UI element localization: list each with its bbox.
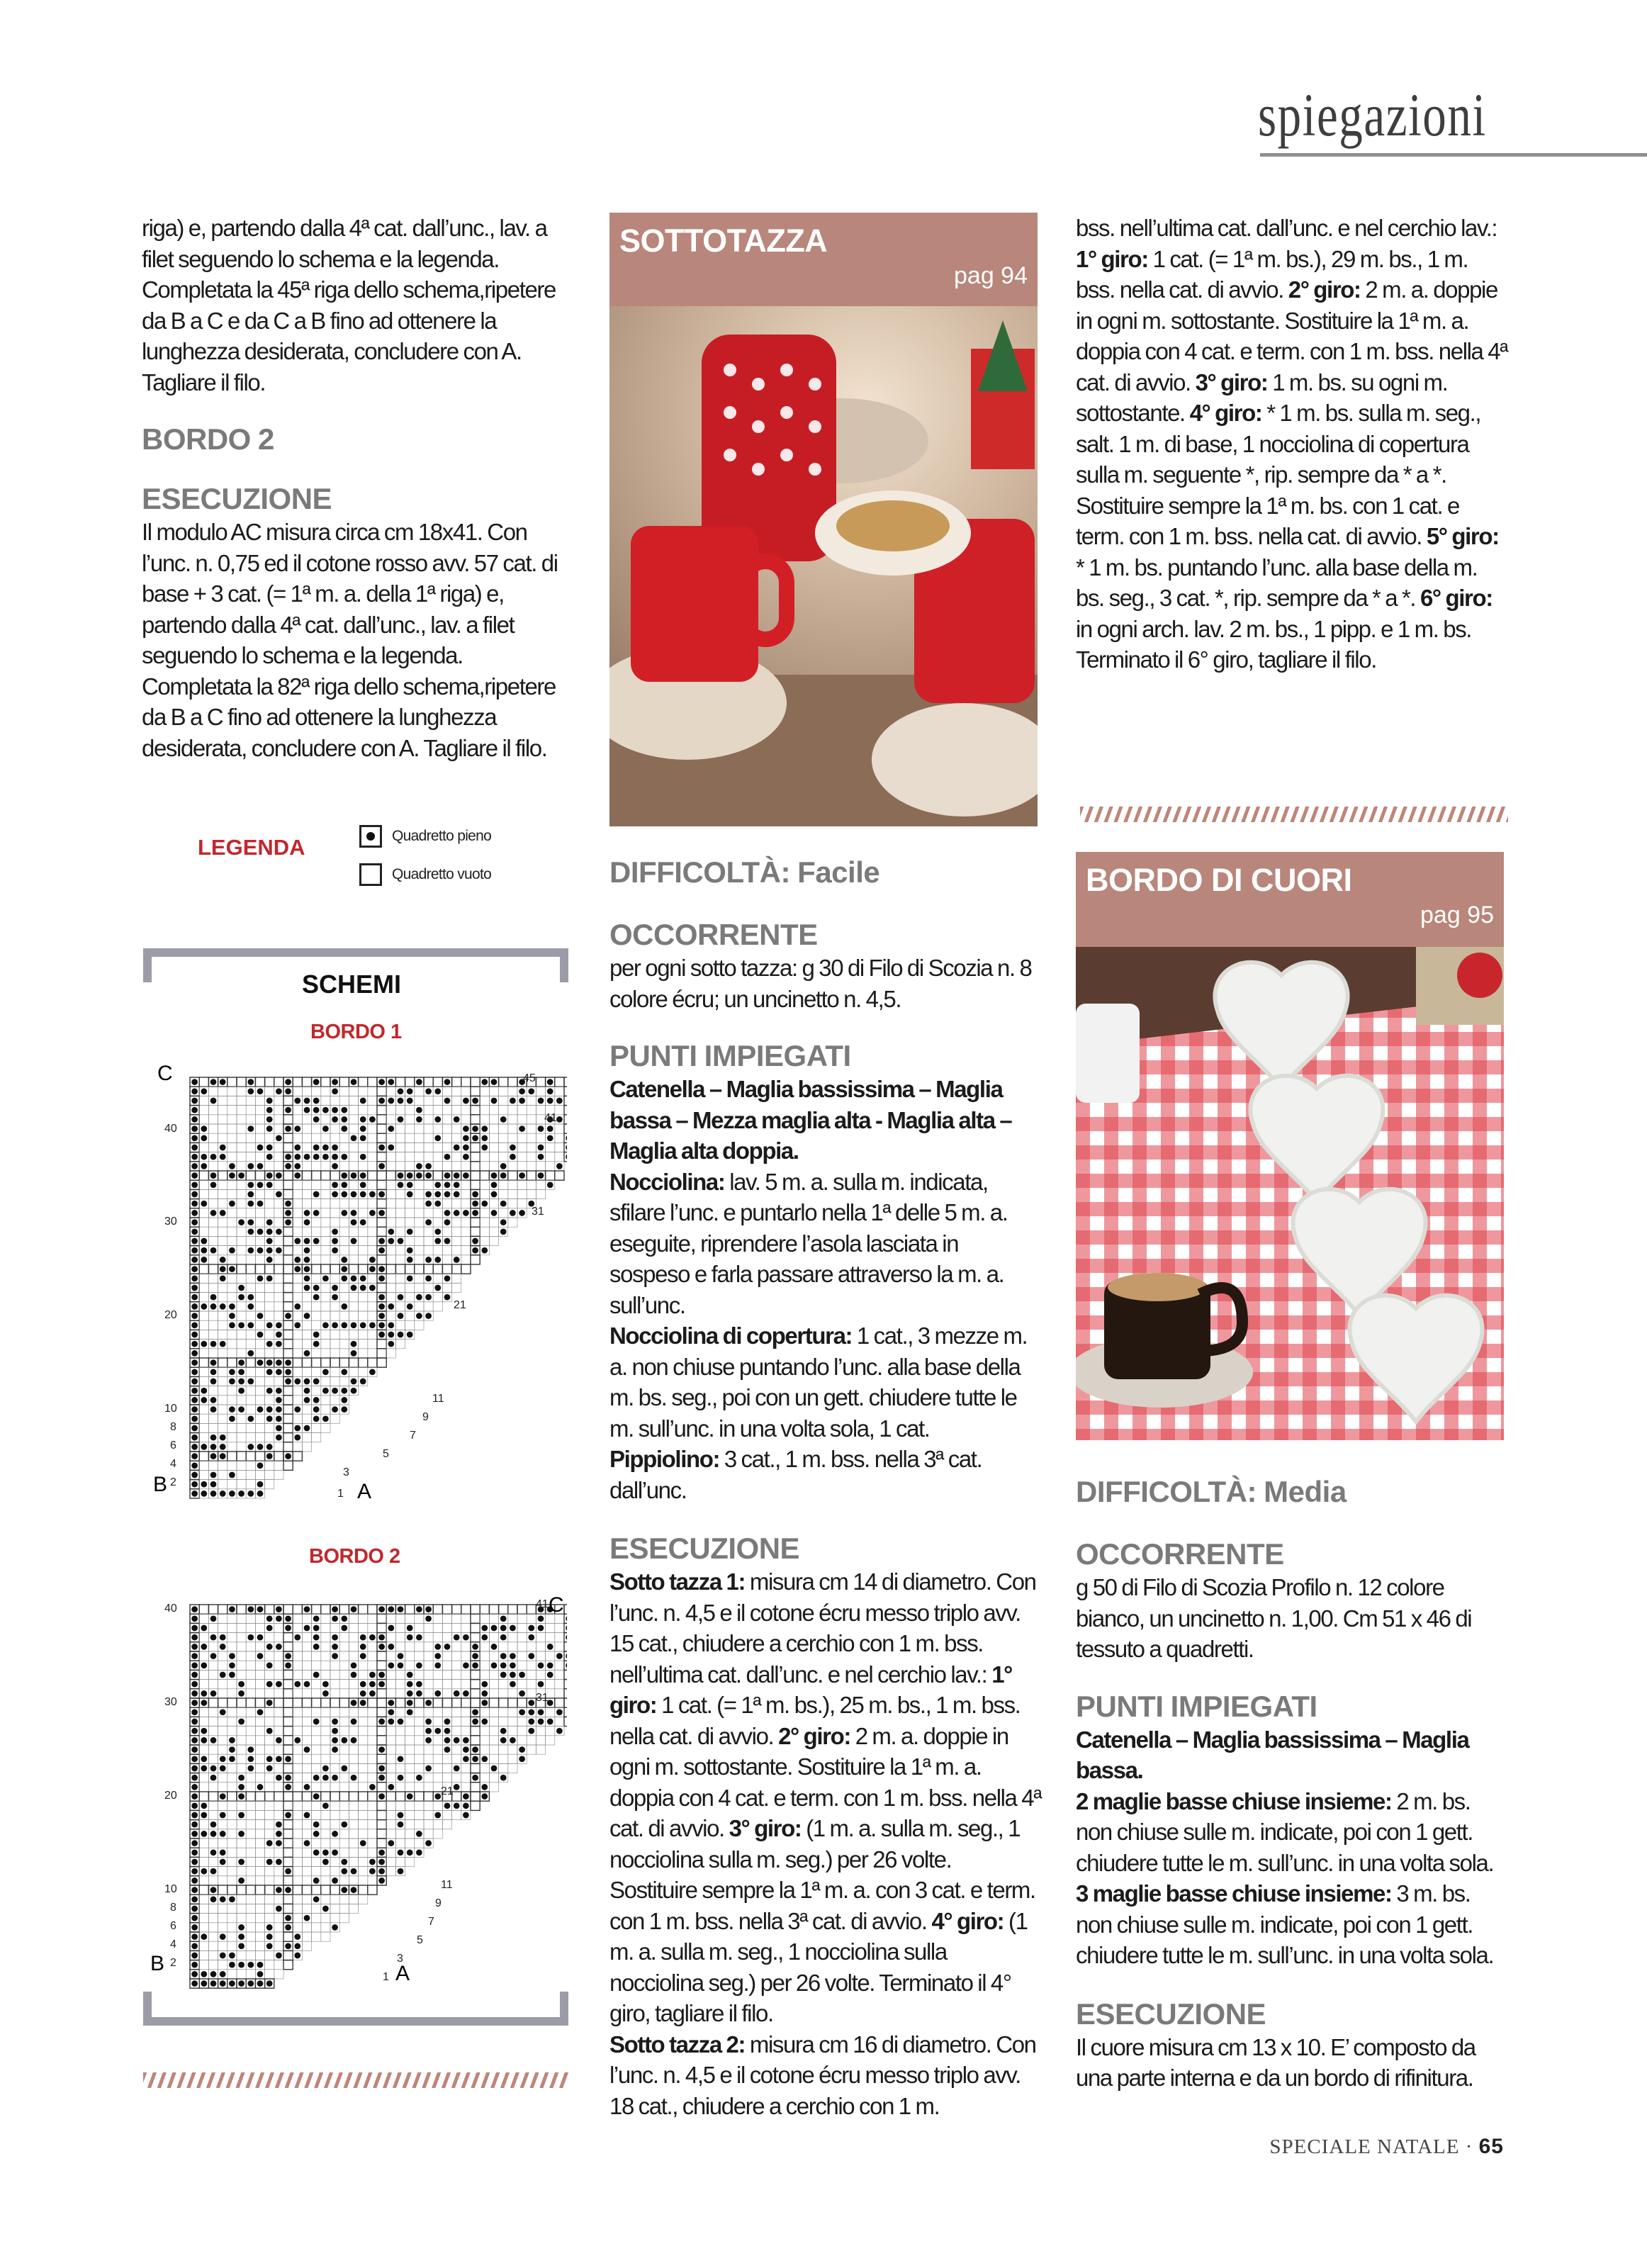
m2-label: 2 maglie basse chiuse insieme:: [1076, 1787, 1392, 1814]
empty-square-icon: [359, 863, 382, 886]
axis-label: 40: [164, 1602, 177, 1615]
intro-desc: bss. nell’ultima cat. dall’unc. e nel cerchio lav.:: [1076, 215, 1497, 241]
sottotazza-page: pag 94: [954, 262, 1028, 289]
header-rule: [1260, 153, 1647, 157]
sottotazza-title: SOTTOTAZZA: [619, 223, 828, 259]
difficolta-value: Media: [1264, 1475, 1347, 1508]
axis-label: 7: [428, 1916, 434, 1928]
sottotazza-difficolta: [609, 855, 1042, 890]
axis-label: 21: [441, 1785, 454, 1797]
left-intro-text: riga) e, partendo dalla 4ª cat. dall’unc., lav. a filet seguendo lo schema e la legenda. Completata la 45ª riga dello schema,ripetere da B a C e da C a B fino ad ottenere la lunghezza desiderata, concludere con A. Tagliare il filo.: [142, 215, 556, 395]
legend-item-empty: [359, 863, 491, 886]
legend-title: LEGENDA: [198, 835, 305, 860]
axis-label: 11: [432, 1393, 444, 1405]
m3-desc: 3 m. bs. non chiuse sulle m. indicate, poi con 1 gett. chiudere tutte le m. sull’unc. in una volta sola.: [1076, 1880, 1494, 1968]
bordo2-heading: BORDO 2: [142, 422, 274, 456]
axis-label: 10: [164, 1403, 177, 1415]
giro-label: 6° giro:: [1420, 585, 1493, 611]
giro-desc: (1 m. a. sulla m. seg., 1 nocciolina sulla nocciolina seg.) per 26 volte. Terminato il 4° giro, tagliare il filo.: [609, 1907, 1028, 2026]
axis-label: 3: [343, 1466, 349, 1478]
m3-text: [1076, 1878, 1508, 1971]
giro-desc: (1 m. a. sulla m. seg., 1 nocciolina sulla m. seg.) per 26 volte. Sostituire sempre la 1ª m. a. con 3 cat. e term. con 1 m. bss. nella 3ª cat. di avvio.: [609, 1815, 1035, 1934]
bordo2-chart: [142, 1588, 567, 1999]
giro-label: 3° giro:: [1195, 369, 1268, 395]
bordo1-letter-b: B: [153, 1473, 168, 1496]
occorrente-text: per ogni sotto tazza: g 30 di Filo di Scozia n. 8 colore écru; un uncinetto n. 4,5.: [609, 955, 1032, 1012]
page-footer: [1269, 2135, 1504, 2159]
esecuzione-heading: ESECUZIONE: [1076, 1997, 1266, 2031]
axis-label: 20: [164, 1790, 177, 1802]
copertura-desc: 1 cat., 3 mezze m. a. non chiuse puntando l’unc. alla base della m. bs. seg., poi con un gett. chiudere tutte le m. sull’unc. in una volta sola, 1 cat.: [609, 1323, 1028, 1442]
giro-desc: 2 m. a. doppie in ogni m. sottostante. Sostituire la 1ª m. a. doppia con 4 cat. e term. con 1 m. bss. nella 4ª cat. di avvio.: [1076, 276, 1508, 395]
axis-label: 11: [441, 1879, 453, 1891]
occorrente-heading: OCCORRENTE: [609, 918, 818, 951]
axis-label: 7: [410, 1430, 416, 1442]
occorrente-heading: OCCORRENTE: [1076, 1537, 1284, 1571]
sottotazza-banner: [609, 213, 1038, 306]
tazza1-desc: misura cm 14 di diametro. Con l’unc. n. 4,5 e il cotone écru messo triplo avv. 15 cat., chiudere a cerchio con 1 m. bss. nell’ultima cat. dall’unc. e nel cerchio lav.:: [609, 1568, 1036, 1688]
copertura-label: Nocciolina di copertura:: [609, 1323, 853, 1349]
nocciolina-text: [609, 1167, 1042, 1321]
axis-label: 2: [170, 1476, 176, 1488]
giro-label: 4° giro:: [931, 1907, 1004, 1934]
bordo2-title: BORDO 2: [309, 1545, 400, 1568]
giro-label: 1° giro:: [609, 1661, 1012, 1718]
giro-desc: in ogni arch. lav. 2 m. bs., 1 pipp. e 1 m. bs. Terminato il 6° giro, tagliare il filo.: [1076, 615, 1472, 673]
axis-label: 8: [170, 1902, 176, 1914]
section-title: spiegazioni: [1258, 81, 1487, 149]
axis-label: 6: [170, 1439, 176, 1452]
giro-desc: * 1 m. bs. puntando l’unc. alla base della m. bs. seg., 3 cat. *, rip. sempre da * a *.: [1076, 554, 1478, 611]
right-intro-text: [1076, 213, 1508, 675]
bordo-cuori-difficolta: [1076, 1474, 1508, 1510]
axis-label: 30: [164, 1696, 177, 1708]
pippiolino-desc: 3 cat., 1 m. bss. nella 3ª cat. dall’unc.: [609, 1446, 982, 1503]
schemi-title: SCHEMI: [302, 970, 402, 999]
axis-label: 6: [170, 1920, 176, 1932]
tazza2-text: [609, 2029, 1042, 2122]
schemi-frame-bottom: [143, 1992, 568, 2026]
bordo-cuori-title: BORDO DI CUORI: [1086, 862, 1352, 898]
nocciolina-label: Nocciolina:: [609, 1168, 725, 1195]
pippiolino-text: [609, 1444, 1042, 1505]
giro-desc: 1 m. bs. su ogni m. sottostante.: [1076, 369, 1448, 426]
difficolta-label: DIFFICOLTÀ:: [609, 855, 790, 889]
axis-label: 31: [532, 1206, 544, 1218]
bordo-cuori-page: pag 95: [1420, 902, 1494, 928]
left-column: [142, 213, 571, 763]
bordo-cuori-body: [1076, 1474, 1508, 2094]
giro-label: 2° giro:: [778, 1722, 850, 1749]
bordo2-letter-b: B: [150, 1952, 165, 1975]
axis-label: 5: [383, 1448, 389, 1460]
nocciolina-desc: lav. 5 m. a. sulla m. indicata, sfilare l’unc. e puntarlo nella 1ª delle 5 m. a. eseguite, riprendere l’asola lasciata in sospeso e farla passare attraverso la m. a. sull’unc.: [609, 1168, 1008, 1318]
giro-desc: 1 cat. (= 1ª m. bs.), 29 m. bs., 1 m. bss. nella cat. di avvio.: [1076, 245, 1468, 303]
bordo1-title: BORDO 1: [310, 1021, 402, 1043]
giro-desc: * 1 m. bs. sulla m. seg., salt. 1 m. di base, 1 nocciolina di copertura sulla m. seguente *, rip. sempre da * a *. Sostituire sempre la 1ª m. bs. con 1 cat. e term. con 1 m. bss. nella cat. di avvio.: [1076, 400, 1481, 549]
giro-label: 5° giro:: [1426, 523, 1499, 549]
sottotazza-body: [609, 855, 1042, 2121]
tazza1-label: Sotto tazza 1:: [609, 1568, 746, 1595]
pippiolino-label: Pippiolino:: [609, 1446, 720, 1472]
giro-desc: 2 m. a. doppie in ogni m. sottostante. Sostituire la 1ª m. a. doppia con 4 cat. e term. con 1 m. bss. nella 4ª cat. di avvio.: [609, 1722, 1042, 1841]
esecuzione-heading: ESECUZIONE: [609, 1532, 800, 1565]
sottotazza-esecuzione-text: [609, 1566, 1042, 2029]
legend-label: Quadretto pieno: [392, 828, 492, 844]
punti-heading: PUNTI IMPIEGATI: [609, 1039, 851, 1072]
footer-separator: ·: [1465, 2135, 1473, 2158]
bordo-cuori-photo: [1076, 947, 1504, 1440]
difficolta-label: DIFFICOLTÀ:: [1076, 1475, 1257, 1508]
bordo-cuori-banner: [1076, 852, 1504, 947]
esecuzione-text: Il cuore misura cm 13 x 10. E’ composto da una parte interna e da un bordo di rifinitura.: [1076, 2033, 1475, 2091]
axis-label: 9: [422, 1411, 429, 1423]
filled-square-icon: [359, 825, 382, 848]
punti-list: Catenella – Maglia bassissima – Maglia bassa.: [1076, 1726, 1469, 1783]
m2-text: [1076, 1786, 1508, 1879]
axis-label: 31: [536, 1692, 549, 1704]
axis-label: 1: [337, 1488, 344, 1500]
m2-desc: 2 m. bs. non chiuse sulle m. indicate, poi con 1 gett. chiudere tutte le m. sull’unc. in una volta sola.: [1076, 1787, 1494, 1876]
axis-label: 4: [170, 1458, 176, 1470]
axis-label: 45: [523, 1072, 536, 1084]
axis-label: 21: [454, 1299, 466, 1311]
axis-label: 8: [170, 1421, 176, 1433]
hatched-divider: [1080, 807, 1508, 822]
giro-label: 2° giro:: [1288, 276, 1361, 303]
axis-label: 10: [164, 1883, 177, 1895]
difficolta-value: Facile: [797, 855, 880, 889]
esecuzione-heading: ESECUZIONE: [142, 482, 332, 515]
legend-label: Quadretto vuoto: [392, 866, 492, 882]
axis-label: 3: [397, 1953, 403, 1965]
tazza2-desc: misura cm 16 di diametro. Con l’unc. n. 4,5 e il cotone écru messo triplo avv. 18 cat., chiudere a cerchio con 1 m.: [609, 2031, 1036, 2119]
axis-label: 1: [383, 1971, 389, 1983]
right-column-top: [1076, 213, 1508, 675]
bordo2-letter-c: C: [549, 1593, 564, 1617]
giro-label: 4° giro:: [1189, 400, 1262, 426]
axis-label: 2: [170, 1957, 176, 1969]
occorrente-text: g 50 di Filo di Scozia Profilo n. 12 colore bianco, un uncinetto n. 1,00. Cm 51 x 46 di tessuto a quadretti.: [1076, 1574, 1472, 1662]
axis-label: 20: [164, 1309, 177, 1321]
axis-label: 9: [435, 1897, 442, 1909]
bordo1-chart: [142, 1056, 567, 1510]
esecuzione-text: Il modulo AC misura circa cm 18x41. Con l’unc. n. 0,75 ed il cotone rosso avv. 57 cat. di base + 3 cat. (= 1ª m. a. della 1ª riga) e, partendo dalla 4ª cat. dall’unc., lav. a filet seguendo lo schema e la legenda. Completata la 82ª riga dello schema,ripetere da B a C fino ad ottenere la lunghezza desiderata, concludere con A. Tagliare il filo.: [142, 519, 558, 761]
punti-heading: PUNTI IMPIEGATI: [1076, 1689, 1317, 1723]
bordo2-letter-a: A: [395, 1962, 410, 1985]
axis-label: 4: [170, 1938, 176, 1950]
giro-label: 3° giro:: [729, 1815, 802, 1841]
axis-label: 40: [164, 1123, 177, 1135]
hatched-divider: [143, 2072, 568, 2088]
copertura-text: [609, 1320, 1042, 1444]
page-number: 65: [1478, 2135, 1504, 2158]
axis-label: 41: [544, 1112, 557, 1124]
axis-label: 30: [164, 1216, 177, 1228]
m3-label: 3 maglie basse chiuse insieme:: [1076, 1880, 1392, 1907]
sottotazza-photo: [609, 306, 1038, 826]
legend-item-filled: [359, 825, 491, 848]
punti-list: Catenella – Maglia bassissima – Maglia bassa – Mezza maglia alta - Maglia alta – Maglia alta doppia.: [609, 1076, 1012, 1164]
tazza2-label: Sotto tazza 2:: [609, 2031, 746, 2058]
bordo1-letter-a: A: [357, 1480, 372, 1503]
giro-desc: 1 cat. (= 1ª m. bs.), 25 m. bs., 1 m. bss. nella cat. di avvio.: [609, 1692, 1021, 1749]
axis-label: 41: [536, 1598, 549, 1610]
bordo1-letter-c: C: [157, 1062, 173, 1085]
footer-magazine: SPECIALE NATALE: [1269, 2135, 1460, 2158]
axis-label: 5: [417, 1934, 423, 1946]
giro-label: 1° giro:: [1076, 245, 1148, 272]
